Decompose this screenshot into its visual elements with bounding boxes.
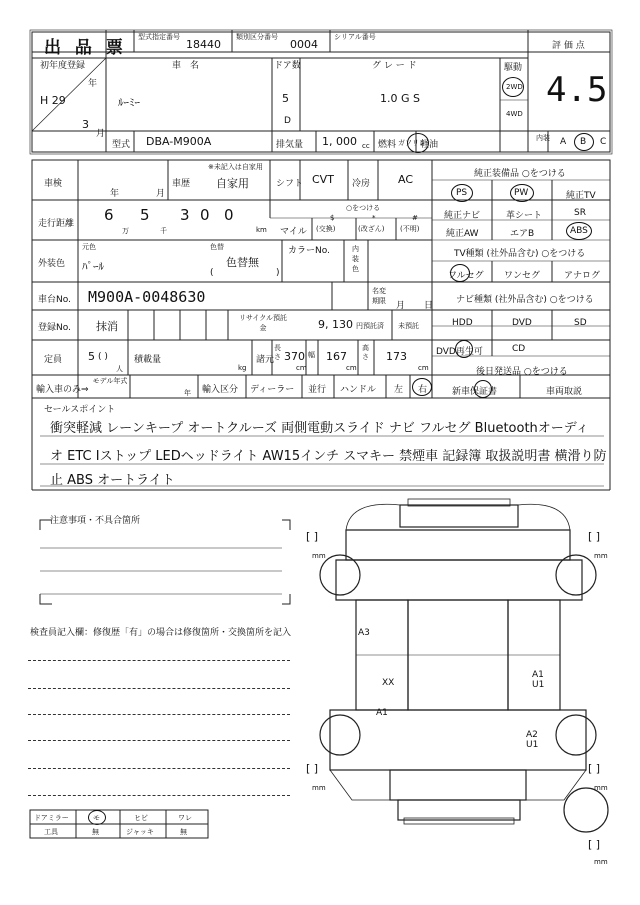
option-ps: PS — [456, 188, 468, 198]
circle-mark — [451, 184, 473, 202]
tire-mm: mm — [594, 552, 608, 560]
option-sr: SR — [574, 208, 586, 218]
mileage-mile: マイル — [280, 227, 307, 237]
recycle-amount: 9, 130 — [318, 318, 353, 331]
sales-line: 衝突軽減 レーンキープ オートクルーズ 両側電動スライド ナビ フルセグ Bluetoothオーディ — [50, 421, 589, 436]
mileage-hash-note: (不明) — [400, 225, 420, 233]
inspection-year: 年 — [110, 189, 120, 199]
interior-a: A — [560, 137, 567, 147]
mileage-digit: 3 — [180, 206, 190, 224]
tire-mm: mm — [312, 784, 326, 792]
handle-label: ハンドル — [340, 385, 377, 395]
tire-bracket: [ ] — [306, 762, 319, 775]
damage-a3: A3 — [358, 628, 370, 638]
damage-u1: U1 — [532, 680, 545, 690]
damage-a1: A1 — [376, 708, 388, 718]
mileage-km: km — [256, 226, 267, 234]
height-label: 高さ — [362, 344, 369, 361]
registration: 抹消 — [96, 320, 118, 333]
chassis-number: M900A-0048630 — [88, 288, 206, 306]
year-unit: 年 — [88, 79, 98, 89]
mileage-sen: 千 — [160, 227, 167, 235]
fuel-diesel: 軽油 — [420, 140, 439, 150]
sales-point-label: セールスポイント — [44, 405, 116, 415]
drive-4wd: 4WD — [506, 110, 523, 118]
door-label: ドア数 — [274, 61, 301, 71]
recycle-label: リサイクル預託金 — [238, 314, 288, 332]
standard-options-title: 純正装備品 ○をつける — [474, 169, 566, 179]
tire-mm: mm — [594, 784, 608, 792]
rating-score: 4.5 — [546, 70, 608, 110]
mileage-star: * — [372, 214, 376, 222]
tire-bracket: [ ] — [588, 762, 601, 775]
inspector-label: 検査員記入欄：修復歴「有」の場合は修復箇所・交換箇所を記入 — [30, 628, 292, 638]
registration-label: 登録No. — [38, 323, 71, 333]
height: 173 — [386, 350, 407, 363]
circle-mark — [510, 184, 534, 202]
circle-mark — [474, 380, 492, 398]
import-dealer: ディーラー — [250, 385, 295, 395]
color-no-label: カラーNo. — [288, 246, 330, 256]
navi-title: ナビ種類 (社外品含む) ○をつける — [456, 295, 594, 305]
shipping-title: 後日発送品 ○をつける — [476, 367, 568, 377]
damage-a1: A1 — [532, 670, 544, 680]
interior-c: C — [600, 137, 607, 147]
tire-bracket: [ ] — [306, 530, 319, 543]
mileage-digit: 6 — [104, 206, 114, 224]
ship-manual: 車両取説 — [546, 387, 583, 397]
name-change-month: 月 — [396, 301, 406, 311]
ac: AC — [398, 173, 414, 186]
door-count: 5 — [282, 92, 289, 105]
category-label: 類別区分番号 — [236, 33, 278, 41]
inspector-line — [28, 688, 290, 689]
ac-label: 冷房 — [352, 179, 371, 189]
inspector-line — [28, 660, 290, 661]
caution-label: 注意事項・不具合箇所 — [50, 516, 141, 526]
month-unit: 月 — [96, 129, 106, 139]
mileage-dollar-note: (交換) — [316, 225, 336, 233]
mirror-label: ドアミラー — [34, 814, 69, 822]
capacity-paren: ( ) — [98, 352, 108, 362]
model-year-label: モデル年式 — [92, 377, 128, 385]
fuel-label: 燃料 — [378, 140, 397, 150]
drive-2wd: 2WD — [506, 83, 523, 91]
option-abs: ABS — [570, 226, 588, 236]
capacity: 5 — [88, 350, 95, 363]
paren-close: ) — [276, 268, 280, 278]
option-navi: 純正ナビ — [444, 211, 481, 221]
cm-unit: cm — [418, 364, 429, 372]
mileage-label: 走行距離 — [38, 219, 75, 229]
navi-dvd: DVD — [512, 318, 532, 328]
history-label: 車歴 — [172, 179, 191, 189]
exterior-color-label: 外装色 — [38, 259, 66, 269]
navi-sd: SD — [574, 318, 587, 328]
displacement-label: 排気量 — [276, 140, 304, 150]
model: DBA-M900A — [146, 135, 212, 148]
navi-cd: CD — [512, 344, 526, 354]
option-leather: 革シート — [506, 211, 543, 221]
circle-mark — [574, 133, 594, 151]
circle-mark — [455, 340, 473, 358]
drive-label: 駆動 — [504, 63, 523, 73]
car-diagram — [320, 499, 608, 832]
sales-line: オ ETC Iストップ LEDヘッドライト AW15インチ スマキー 禁煙車 記録簿 取扱説明書 横滑り防 — [50, 449, 607, 464]
inspector-line — [28, 768, 290, 769]
car-name: ﾙｰﾐｰ — [118, 96, 140, 109]
cc-unit: cc — [362, 142, 370, 150]
car-name-label: 車 名 — [172, 61, 200, 71]
kg-unit: kg — [238, 364, 247, 372]
grade-label: グ レ ー ド — [372, 61, 417, 71]
sales-line: 止 ABS オートライト — [50, 473, 175, 488]
interior-b: B — [580, 137, 587, 147]
width-label: 幅 — [308, 351, 315, 359]
circle-mark — [566, 222, 592, 240]
history-note: ※未記入は自家用 — [208, 163, 263, 171]
tire-bracket: [ ] — [588, 530, 601, 543]
handle-right: 右 — [418, 385, 428, 395]
import-class-label: 輸入区分 — [202, 385, 239, 395]
option-aw: 純正AW — [446, 229, 479, 239]
tools-value: 無 — [92, 828, 99, 836]
form-title: 出 品 票 — [44, 38, 127, 58]
length-label: 長さ — [274, 344, 281, 361]
first-reg-year: H 29 — [40, 94, 66, 107]
mileage-digit: 0 — [224, 206, 234, 224]
tv-oneseg: ワンセグ — [504, 271, 541, 281]
tools-label: 工具 — [44, 828, 58, 836]
handle-left: 左 — [394, 385, 404, 395]
dims-label: 諸元 — [256, 355, 275, 365]
cm-unit: cm — [346, 364, 357, 372]
first-reg-month: 3 — [82, 118, 89, 131]
tv-title: TV種類 (社外品含む) ○をつける — [454, 249, 586, 259]
jack-value: 無 — [180, 828, 187, 836]
option-airbag: エアB — [510, 229, 535, 239]
import-parallel: 並行 — [308, 385, 327, 395]
person-unit: 人 — [116, 365, 123, 373]
mileage-digit: 0 — [200, 206, 210, 224]
tire-mm: mm — [594, 858, 608, 866]
inspection-month: 月 — [156, 189, 166, 199]
name-change-label: 名変期限 — [372, 287, 386, 305]
damage-u1: U1 — [526, 740, 539, 750]
circle-mark — [88, 810, 106, 825]
mileage-digit: 5 — [140, 206, 150, 224]
original-color: ﾊﾟｰﾙ — [82, 260, 104, 273]
load-label: 積載量 — [134, 355, 162, 365]
interior-color-label: 内装色 — [352, 245, 359, 273]
option-tv: 純正TV — [566, 191, 596, 201]
mirror-crack: ヒビ — [134, 814, 148, 822]
history: 自家用 — [216, 177, 249, 190]
displacement: 1, 000 — [322, 135, 357, 148]
mileage-hash: # — [412, 214, 418, 222]
color-change-label: 色替 — [210, 243, 224, 251]
original-color-label: 元色 — [82, 243, 96, 251]
shift-label: シフト — [276, 179, 304, 189]
category-number: 0004 — [290, 38, 318, 51]
capacity-label: 定員 — [44, 355, 63, 365]
recycle-paid: 円預託済 — [356, 322, 384, 330]
mileage-star-note: (改ざん) — [358, 225, 385, 233]
tv-fullseg: フルセグ — [448, 271, 484, 281]
circle-mark — [450, 264, 470, 282]
paren-open: ( — [210, 268, 214, 278]
mirror-break: ワレ — [178, 814, 192, 822]
inspector-line — [28, 795, 290, 796]
door-type: D — [284, 116, 291, 126]
option-pw: PW — [514, 188, 529, 198]
model-code: 18440 — [186, 38, 221, 51]
mileage-dollar: $ — [330, 214, 335, 222]
tire-mm: mm — [312, 552, 326, 560]
fuel-gasoline: ガソリン — [398, 139, 426, 147]
navi-dvd-play: DVD再生可 — [436, 347, 483, 357]
rating-label: 評 価 点 — [552, 41, 585, 51]
chassis-label: 車台No. — [38, 295, 71, 305]
length: 370 — [284, 350, 305, 363]
inspection-label: 車検 — [44, 179, 63, 189]
navi-hdd: HDD — [452, 318, 473, 328]
width: 167 — [326, 350, 347, 363]
tire-bracket: [ ] — [588, 838, 601, 851]
circle-mark — [502, 77, 524, 97]
inspector-line — [28, 740, 290, 741]
model-label: 型式 — [112, 140, 131, 150]
circle-mark — [412, 378, 432, 396]
import-only-label: 輸入車のみ⇒ — [36, 385, 89, 395]
jack-label: ジャッキ — [126, 828, 154, 836]
grade: 1.0 G S — [380, 92, 420, 105]
damage-xx: XX — [382, 678, 395, 688]
model-code-label: 型式指定番号 — [138, 33, 180, 41]
serial-label: シリアル番号 — [334, 33, 376, 41]
mileage-man: 万 — [122, 227, 129, 235]
mirror-motor: モ — [93, 814, 100, 822]
interior-label: 内装 — [536, 134, 550, 142]
cm-unit: cm — [296, 364, 307, 372]
color-change: 色替無 — [226, 256, 259, 269]
first-reg-label: 初年度登録 — [40, 61, 86, 71]
tv-analog: アナログ — [564, 271, 601, 281]
name-change-day: 日 — [424, 301, 434, 311]
model-year-unit: 年 — [184, 389, 191, 397]
mileage-circle-note: ○をつける — [346, 204, 381, 212]
damage-a2: A2 — [526, 730, 538, 740]
shift: CVT — [312, 173, 334, 186]
recycle-unpaid: 未預託 — [398, 322, 419, 330]
inspector-line — [28, 714, 290, 715]
ship-warranty: 新車保証書 — [452, 387, 498, 397]
